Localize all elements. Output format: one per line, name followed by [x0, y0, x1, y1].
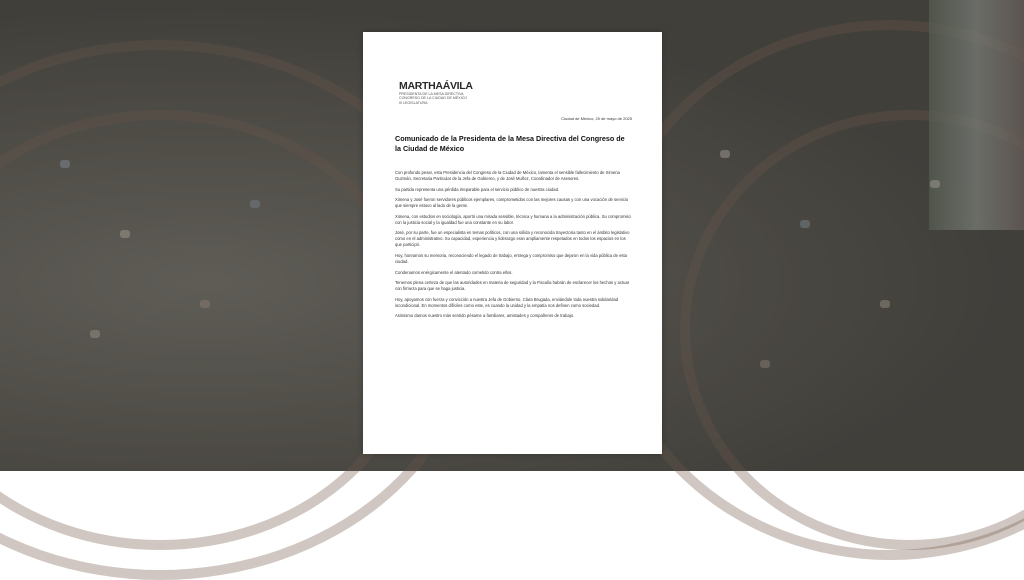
document-body [395, 170, 631, 324]
paragraph: Tenemos plena certeza de que las autoridades en materia de seguridad y la Fiscalía habrán de esclarecer los hechos y actuar con firmeza para que se haga justicia. [395, 280, 630, 292]
date-line: Ciudad de México, 20 de mayo de 2025 [561, 116, 632, 121]
letterhead-logo [399, 80, 489, 105]
letterhead-line-2: CONGRESO DE LA CIUDAD DE MÉXICO [399, 96, 468, 101]
paragraph: Asimismo damos nuestro más sentido pésame a familiares, amistades y compañeros de trabajo. [395, 313, 575, 319]
paragraph: Ximena, con estudios en sociología, aportó una mirada sensible, técnica y humana a la administración pública. Su compromiso con la justicia social y la igualdad fue una constante en su labor. [395, 213, 631, 225]
letterhead-name: MARTHAÁVILA [399, 80, 473, 92]
paragraph: José, por su parte, fue un especialista en temas políticos, con una sólida y reconocida trayectoria tanto en el ámbito legislativo como en el administrativo. Su capacidad, experiencia y liderazgo eran ampliamente respetados en todos los espacios en los que participó. [395, 230, 630, 248]
document-title: Comunicado de la Presidenta de la Mesa Directiva del Congreso de la Ciudad de México [395, 134, 625, 153]
paragraph: Su partida representa una pérdida irreparable para el servicio público de nuestra ciudad. [395, 186, 560, 192]
paragraph: Hoy, apoyamos con fuerza y convicción a nuestra Jefa de Gobierno, Clara Brugada, enviándole toda nuestra solidaridad incondicional. En momentos difíciles como este, es cuando la unidad y la empatía nos definen como sociedad. [395, 296, 619, 308]
paragraph: Ximena y José fueron servidores públicos ejemplares, comprometidos con las mejores causas y con una vocación de servicio que siempre estuvo al lado de la gente. [395, 197, 629, 209]
paragraph: Con profundo pesar, esta Presidencia del Congreso de la Ciudad de México, lamenta el sensible fallecimiento de Ximena Guzmán, Secretaria Particular de la Jefa de Gobierno, y de José Muñoz, Coordinador de Asesores. [395, 170, 620, 181]
paragraph: Condenamos enérgicamente el atentado cometido contra ellos. [395, 269, 513, 275]
letterhead-line-1: PRESIDENTA DE LA MESA DIRECTIVA [399, 92, 464, 96]
paragraph: Hoy, honramos su memoria, reconociendo el legado de trabajo, entrega y compromiso que dejaron en la vida pública de esta ciudad. [395, 252, 627, 264]
letterhead-line-3: III LEGISLATURA [399, 100, 428, 105]
press-release-document [363, 32, 662, 454]
